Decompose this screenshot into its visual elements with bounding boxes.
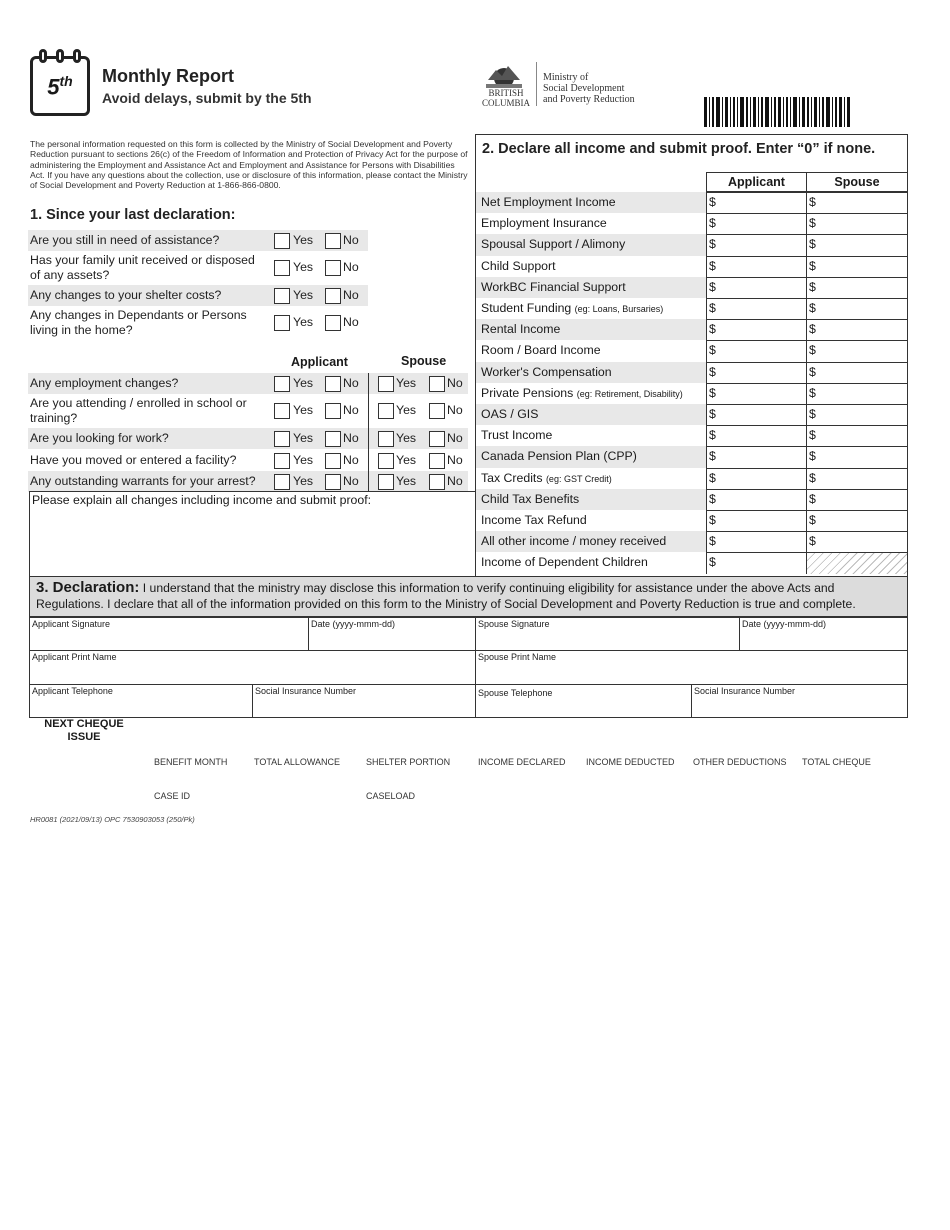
income-row xyxy=(476,425,907,446)
spouse-amount-field[interactable]: $ xyxy=(806,192,908,213)
income-row xyxy=(476,256,907,277)
income-row xyxy=(476,213,907,234)
bc-logo-icon xyxy=(484,60,524,90)
income-row xyxy=(476,340,907,361)
income-deducted-label: INCOME DEDUCTED xyxy=(586,757,675,767)
no-checkbox[interactable] xyxy=(325,315,341,331)
question-row: Are you still in need of assistance? Yes No xyxy=(28,230,368,251)
no-checkbox[interactable] xyxy=(325,260,341,276)
spouse-amount-field xyxy=(806,552,908,573)
income-label: Canada Pension Plan (CPP) xyxy=(476,446,706,467)
spouse-amount-field[interactable]: $ xyxy=(806,468,908,489)
benefit-month-label: BENEFIT MONTH xyxy=(154,757,228,767)
income-label: Income Tax Refund xyxy=(481,513,587,527)
applicant-sin-field[interactable]: Social Insurance Number xyxy=(252,684,476,718)
applicant-column-header: Applicant xyxy=(291,355,348,369)
applicant-telephone-field[interactable]: Applicant Telephone xyxy=(29,684,253,718)
applicant-yes-checkbox[interactable] xyxy=(274,376,290,392)
applicant-amount-field[interactable]: $ xyxy=(706,404,807,425)
spouse-date-field[interactable]: Date (yyyy-mmm-dd) xyxy=(739,617,908,651)
spouse-column-header: Spouse xyxy=(401,354,447,368)
income-label: WorkBC Financial Support xyxy=(476,277,706,298)
spouse-amount-field[interactable]: $ xyxy=(806,446,908,467)
declaration-text: I understand that the ministry may disclose this information to verify continuing eligibility for assistance under the above Acts and Regulations. I declare that all of the information provided on this form to the Ministry of Social Development and Poverty Reduction is true and complete. xyxy=(36,581,856,611)
income-label: Student Funding (eg: Loans, Bursaries) xyxy=(481,301,664,315)
spouse-amount-field[interactable]: $ xyxy=(806,425,908,446)
income-note: (eg: GST Credit) xyxy=(545,473,612,484)
question-row: Have you moved or entered a facility? Yes No Yes No xyxy=(30,453,463,467)
applicant-yes-checkbox[interactable] xyxy=(274,431,290,447)
income-label: Income of Dependent Children xyxy=(481,555,648,570)
spouse-amount-field[interactable]: $ xyxy=(806,298,908,319)
spouse-amount-field[interactable]: $ xyxy=(806,531,908,552)
yes-checkbox[interactable] xyxy=(274,233,290,249)
caseload-label: CASELOAD xyxy=(366,791,416,801)
spouse-no-checkbox[interactable] xyxy=(429,453,445,469)
spouse-amount-field[interactable]: $ xyxy=(806,319,908,340)
yes-checkbox[interactable] xyxy=(274,315,290,331)
applicant-amount-field[interactable]: $ xyxy=(706,468,807,489)
question-row: Are you looking for work? Yes No Yes No xyxy=(28,428,468,449)
spouse-yes-checkbox[interactable] xyxy=(378,453,394,469)
bc-logo-text: BRITISH COLUMBIA xyxy=(481,88,530,108)
spouse-signature-field[interactable]: Spouse Signature xyxy=(475,617,740,651)
question-row: Has your family unit received or disposed of any assets? Yes No xyxy=(30,253,359,282)
income-label: Net Employment Income xyxy=(476,192,706,213)
income-row xyxy=(476,234,907,255)
income-row xyxy=(476,404,907,425)
income-row xyxy=(476,383,907,404)
no-checkbox[interactable] xyxy=(325,288,341,304)
spouse-yes-checkbox[interactable] xyxy=(378,431,394,447)
spouse-yes-checkbox[interactable] xyxy=(378,376,394,392)
form-code: HR0081 (2021/09/13) OPC 7530903053 (250/Pk) xyxy=(30,815,195,824)
spouse-amount-field[interactable]: $ xyxy=(806,404,908,425)
spouse-amount-field[interactable]: $ xyxy=(806,234,908,255)
calendar-icon xyxy=(30,56,90,116)
spouse-no-checkbox[interactable] xyxy=(429,431,445,447)
calendar-number: 5 xyxy=(47,74,60,100)
ministry-name: Ministry of Social Development and Poverty Reduction xyxy=(543,72,635,105)
income-label: Spousal Support / Alimony xyxy=(476,234,706,255)
privacy-notice: The personal information requested on this form is collected by the Ministry of Social Development and Poverty Reduction pursuant to sections 26(c) of the Freedom of Information and Protection of Privacy Act for the purpose of administering the Employment and Assistance Act and Employment and Assistance for Persons with Disabilities Act. If you have any questions about the collection, use or disclosure of this information, please contact the Ministry of Social Development and Poverty Reduction at 1-866-866-0800. xyxy=(30,139,468,191)
shelter-portion-label: SHELTER PORTION xyxy=(366,757,451,767)
applicant-amount-field[interactable]: $ xyxy=(706,362,807,383)
page-subtitle: Avoid delays, submit by the 5th xyxy=(102,90,312,106)
income-label: Employment Insurance xyxy=(481,216,607,231)
income-row xyxy=(476,552,907,573)
spouse-amount-field[interactable]: $ xyxy=(806,340,908,361)
next-cheque-issue-label: NEXT CHEQUE ISSUE xyxy=(44,718,124,743)
applicant-yes-checkbox[interactable] xyxy=(274,453,290,469)
section2-heading: 2. Declare all income and submit proof. Enter “0” if none. xyxy=(482,141,876,157)
applicant-amount-field[interactable]: $ xyxy=(706,531,807,552)
spouse-amount-field[interactable]: $ xyxy=(806,383,908,404)
page-title: Monthly Report xyxy=(102,66,234,86)
income-row xyxy=(476,510,907,531)
spouse-amount-field[interactable]: $ xyxy=(806,213,908,234)
applicant-no-checkbox[interactable] xyxy=(325,376,341,392)
applicant-amount-field[interactable]: $ xyxy=(706,489,807,510)
applicant-no-checkbox[interactable] xyxy=(325,474,341,490)
income-row xyxy=(476,192,907,213)
explain-changes-field[interactable] xyxy=(29,491,476,577)
applicant-no-checkbox[interactable] xyxy=(325,431,341,447)
applicant-yes-checkbox[interactable] xyxy=(274,474,290,490)
total-allowance-label: TOTAL ALLOWANCE xyxy=(254,757,341,767)
spouse-no-checkbox[interactable] xyxy=(429,376,445,392)
income-row xyxy=(476,531,907,552)
question-row: Any employment changes? Yes No Yes No xyxy=(28,373,468,394)
income-row xyxy=(476,468,907,489)
calendar-suffix: th xyxy=(59,73,73,89)
question-row: Are you attending / enrolled in school or training? Yes No Yes No xyxy=(30,396,463,425)
spouse-print-name-field[interactable]: Spouse Print Name xyxy=(475,650,908,685)
income-label: Worker's Compensation xyxy=(476,362,706,383)
income-row xyxy=(476,362,907,383)
income-label: Room / Board Income xyxy=(481,343,601,358)
applicant-amount-field[interactable]: $ xyxy=(706,277,807,298)
section1-heading: 1. Since your last declaration: xyxy=(30,207,236,223)
income-note: (eg: Retirement, Disability) xyxy=(576,388,683,399)
income-declared-label: INCOME DECLARED xyxy=(478,757,566,767)
income-label: OAS / GIS xyxy=(476,404,706,425)
applicant-amount-field[interactable]: $ xyxy=(706,446,807,467)
income-label: Private Pensions (eg: Retirement, Disability) xyxy=(481,385,683,400)
income-label: Rental Income xyxy=(476,319,706,340)
total-cheque-label: TOTAL CHEQUE xyxy=(802,757,871,767)
question-row: Any changes in Dependants or Persons living in the home? Yes No xyxy=(30,308,359,337)
applicant-no-checkbox[interactable] xyxy=(325,403,341,419)
applicant-amount-field[interactable]: $ xyxy=(706,340,807,361)
applicant-amount-field[interactable]: $ xyxy=(706,552,807,573)
income-row xyxy=(476,298,907,319)
no-checkbox[interactable] xyxy=(325,233,341,249)
spouse-amount-field[interactable]: $ xyxy=(806,489,908,510)
income-row xyxy=(476,446,907,467)
applicant-amount-field[interactable]: $ xyxy=(706,383,807,404)
spouse-yes-checkbox[interactable] xyxy=(378,403,394,419)
applicant-amount-field[interactable]: $ xyxy=(706,510,807,531)
income-row xyxy=(476,489,907,510)
spouse-amount-field[interactable]: $ xyxy=(806,277,908,298)
applicant-amount-field[interactable]: $ xyxy=(706,213,807,234)
person-questions xyxy=(28,373,468,494)
income-label: Child Support xyxy=(481,258,556,273)
income-applicant-header: Applicant xyxy=(706,172,807,192)
spouse-amount-field[interactable]: $ xyxy=(806,256,908,277)
question-row: Any outstanding warrants for your arrest? Yes No Yes No xyxy=(28,471,468,492)
case-id-label: CASE ID xyxy=(154,791,191,801)
applicant-signature-field[interactable]: Applicant Signature xyxy=(29,617,309,651)
declaration xyxy=(29,576,908,617)
applicant-date-field[interactable]: Date (yyyy-mmm-dd) xyxy=(308,617,476,651)
applicant-amount-field[interactable]: $ xyxy=(706,425,807,446)
barcode-icon xyxy=(704,97,880,127)
section3-heading: 3. Declaration: xyxy=(36,579,140,596)
logo-divider xyxy=(536,62,537,106)
applicant-amount-field[interactable]: $ xyxy=(706,256,807,277)
applicant-amount-field[interactable]: $ xyxy=(706,192,807,213)
applicant-amount-field[interactable]: $ xyxy=(706,234,807,255)
income-spouse-header: Spouse xyxy=(806,172,908,192)
column-divider xyxy=(368,373,369,492)
explain-changes-label: Please explain all changes including income and submit proof: xyxy=(32,493,372,507)
question-row: Any changes to your shelter costs? Yes No xyxy=(28,285,368,306)
income-label: Child Tax Benefits xyxy=(476,489,706,510)
applicant-print-name-field[interactable]: Applicant Print Name xyxy=(29,650,476,685)
spouse-yes-checkbox[interactable] xyxy=(378,474,394,490)
spouse-amount-field[interactable]: $ xyxy=(806,362,908,383)
spouse-no-checkbox[interactable] xyxy=(429,474,445,490)
yes-checkbox[interactable] xyxy=(274,288,290,304)
applicant-amount-field[interactable]: $ xyxy=(706,298,807,319)
income-label: All other income / money received xyxy=(476,531,706,552)
applicant-yes-checkbox[interactable] xyxy=(274,403,290,419)
income-label: Trust Income xyxy=(481,428,553,443)
spouse-amount-field[interactable]: $ xyxy=(806,510,908,531)
income-note: (eg: Loans, Bursaries) xyxy=(574,304,664,314)
applicant-amount-field[interactable]: $ xyxy=(706,319,807,340)
spouse-no-checkbox[interactable] xyxy=(429,403,445,419)
income-row xyxy=(476,319,907,340)
applicant-no-checkbox[interactable] xyxy=(325,453,341,469)
income-row xyxy=(476,277,907,298)
spouse-telephone-field[interactable]: Spouse Telephone xyxy=(475,684,692,718)
spouse-sin-field[interactable]: Social Insurance Number xyxy=(691,684,908,718)
other-deductions-label: OTHER DEDUCTIONS xyxy=(693,757,787,767)
income-label: Tax Credits (eg: GST Credit) xyxy=(481,470,612,485)
yes-checkbox[interactable] xyxy=(274,260,290,276)
